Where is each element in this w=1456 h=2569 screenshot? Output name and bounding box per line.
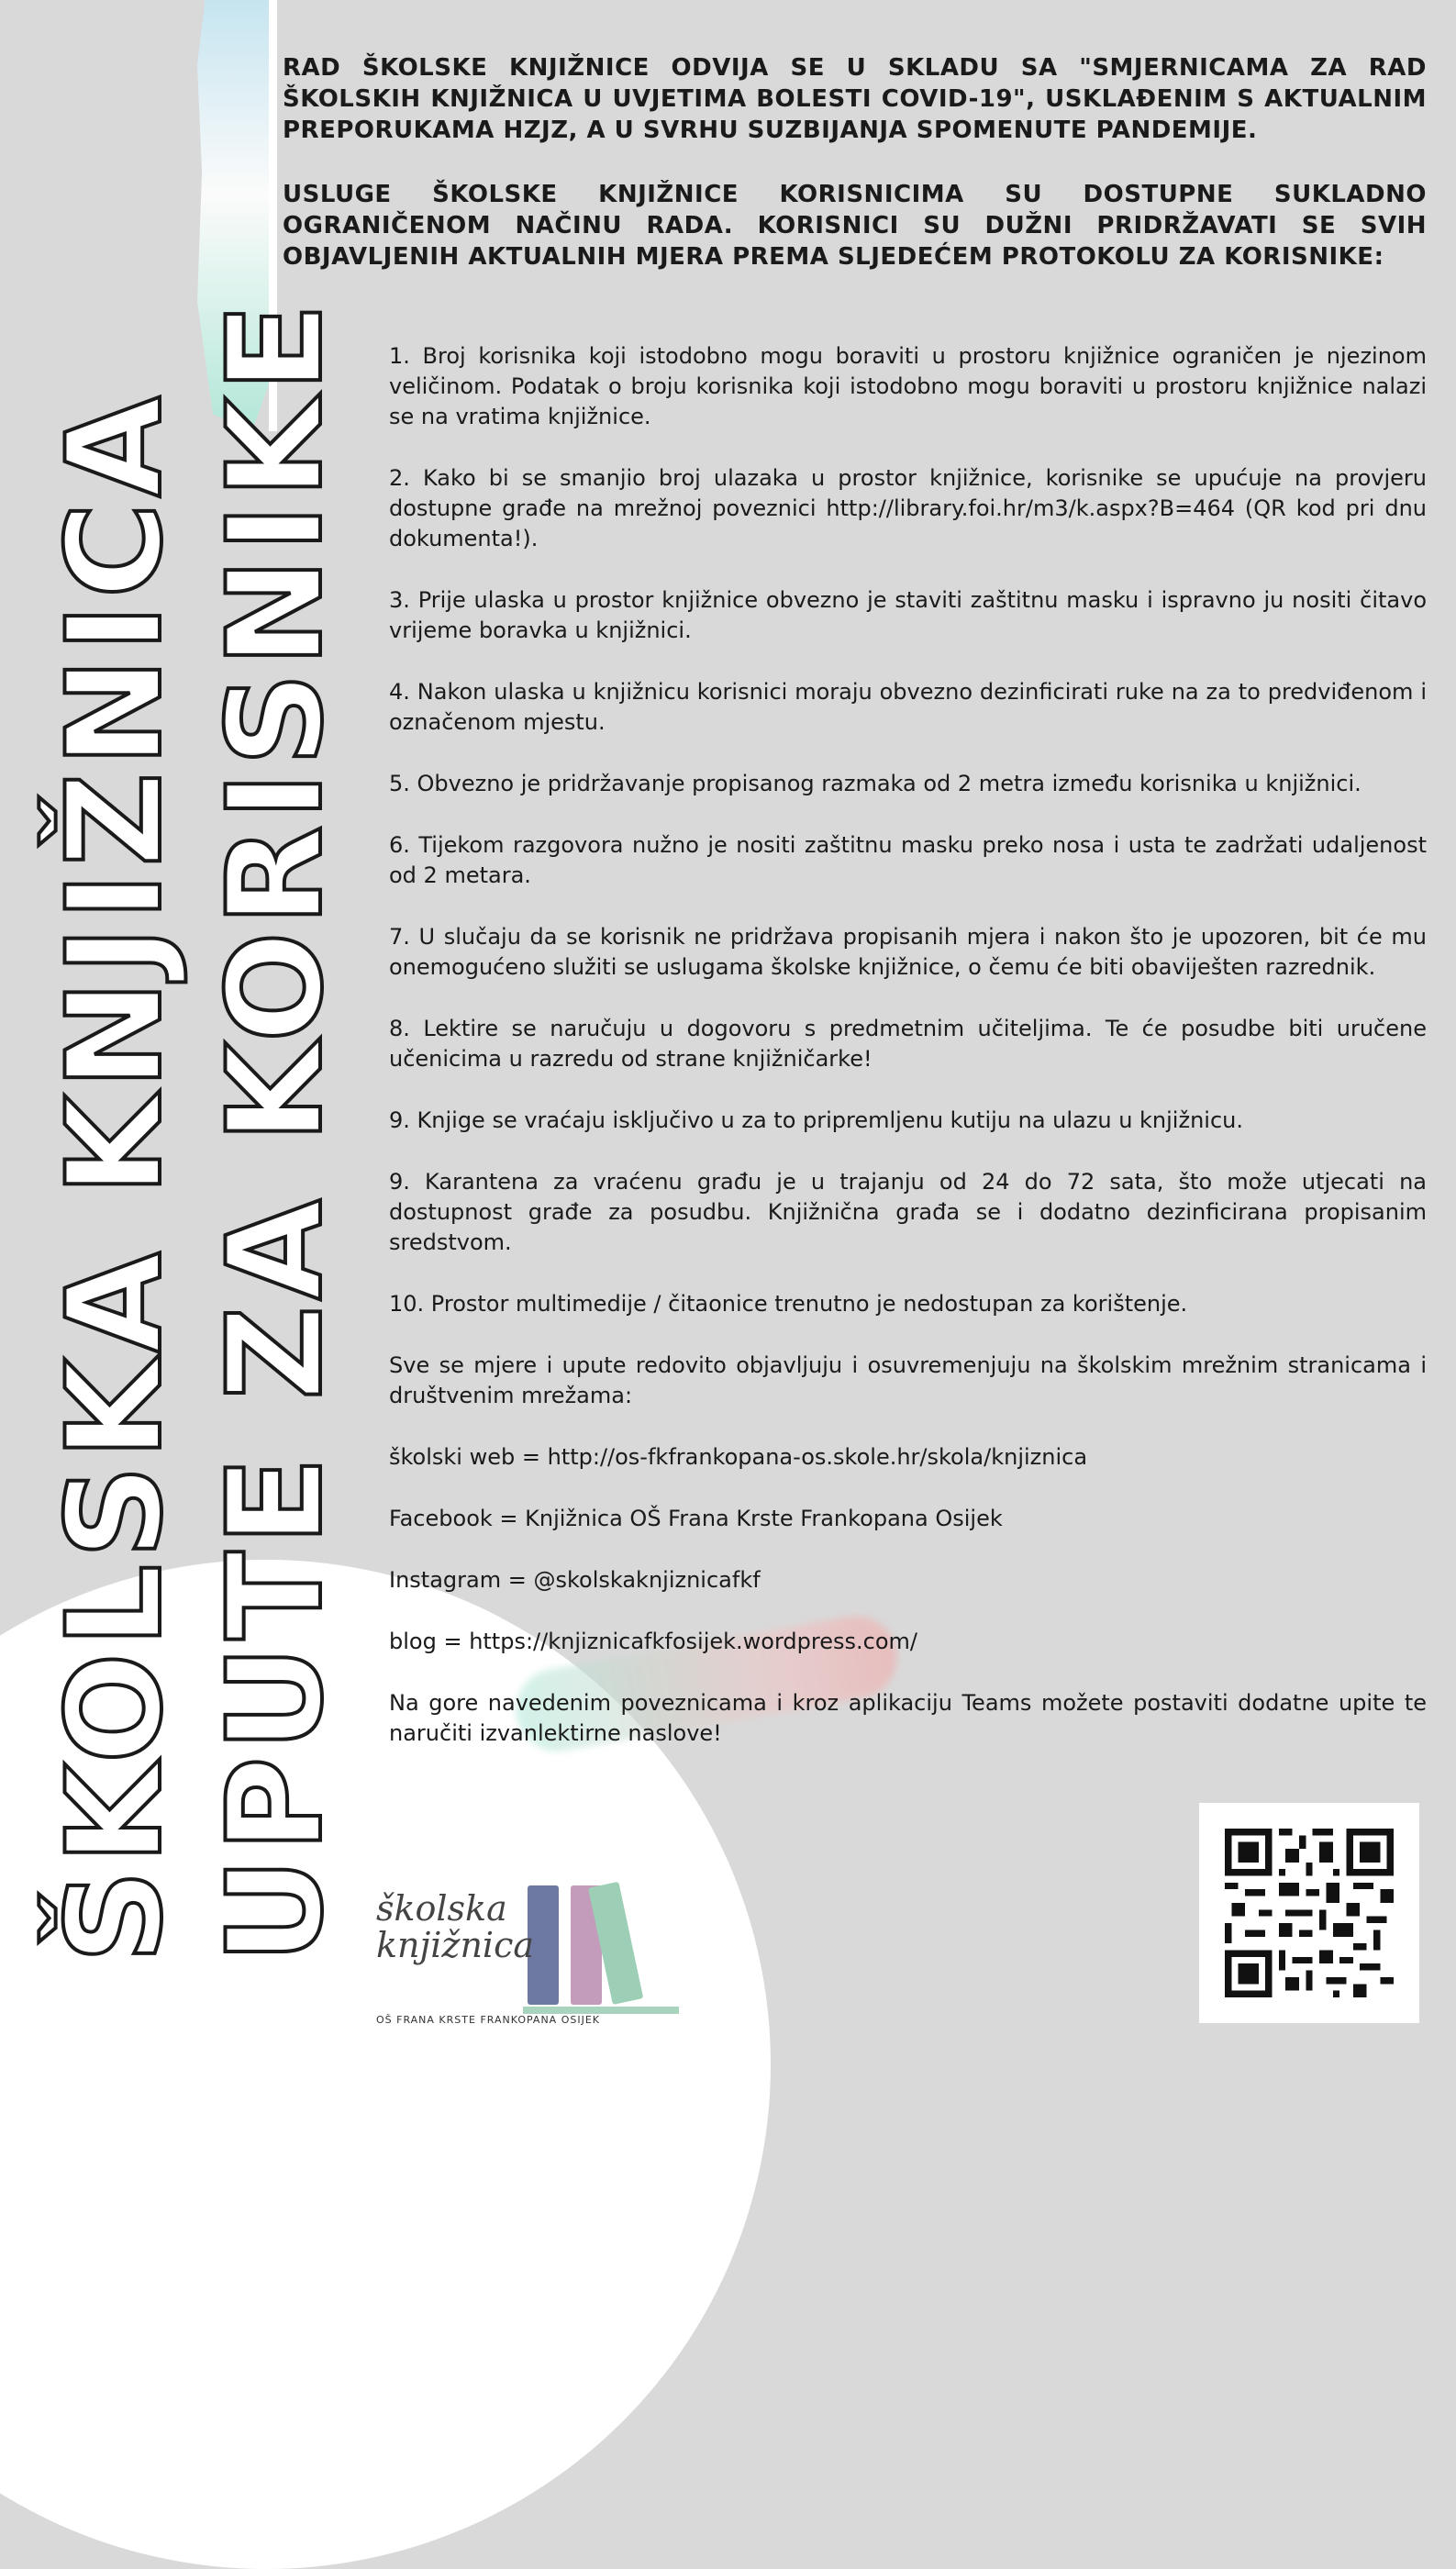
rule-item: 2. Kako bi se smanjio broj ulazaka u prostor knjižnice, korisnike se upućuje na provjeru dostupne građe na mrežnoj poveznici http://library.foi.hr/m3/k.aspx?B=464 (QR kod pri dnu dokumenta!). <box>389 465 1427 551</box>
rule-item: 3. Prije ulaska u prostor knjižnice obvezno je staviti zaštitnu masku i ispravno ju nositi čitavo vrijeme boravka u knjižnici. <box>389 587 1427 643</box>
logo-line-1: školska <box>376 1888 507 1929</box>
rule-item: 1. Broj korisnika koji istodobno mogu boraviti u prostoru knjižnice ograničen je njezinom veličinom. Podatak o broju korisnika koji istodobno mogu boraviti u prostoru knjižnice nalazi se na vratima knjižnice. <box>389 343 1427 429</box>
intro-paragraph: USLUGE ŠKOLSKE KNJIŽNICE KORISNICIMA SU DOSTUPNE SUKLADNO OGRANIČENOM NAČINU RADA. KORISNICI SU DUŽNI PRIDRŽAVATI SE SVIH OBJAVLJENIH AKTUALNIH MJERA PREMA SLJEDEĆEM PROTOKOLU ZA KORISNIKE: <box>283 181 1427 271</box>
rule-item: 6. Tijekom razgovora nužno je nositi zaštitnu masku preko nosa i usta te zadržati udaljenost od 2 metara. <box>389 832 1427 888</box>
library-logo <box>367 1876 688 2026</box>
rule-item: 9. Knjige se vraćaju isključivo u za to pripremljenu kutiju na ulazu u knjižnicu. <box>389 1107 1243 1133</box>
facebook-link[interactable]: Facebook = Knjižnica OŠ Frana Krste Frankopana Osijek <box>389 1506 1003 1531</box>
vertical-title-library: ŠKOLSKA KNJIŽNICA <box>39 390 191 1963</box>
instagram-link[interactable]: Instagram = @skolskaknjiznicafkf <box>389 1567 761 1593</box>
logo-line-2: knjižnica <box>376 1925 535 1965</box>
school-web-link[interactable]: školski web = http://os-fkfrankopana-os.skole.hr/skola/knjiznica <box>389 1444 1088 1470</box>
rule-item: 4. Nakon ulaska u knjižnicu korisnici moraju obvezno dezinficirati ruke na za to predviđenom i označenom mjestu. <box>389 679 1427 735</box>
qr-code-icon <box>1225 1829 1394 1997</box>
rule-item: 8. Lektire se naručuju u dogovoru s predmetnim učiteljima. Te će posudbe biti uručene učenicima u razredu od strane knjižničarke! <box>389 1016 1427 1072</box>
rule-item: 5. Obvezno je pridržavanje propisanog razmaka od 2 metra između korisnika u knjižnici. <box>389 771 1362 796</box>
rule-item: 7. U slučaju da se korisnik ne pridržava propisanih mjera i nakon što je upozoren, bit će mu onemogućeno služiti se uslugama školske knjižnice, o čemu će biti obaviješten razrednik. <box>389 924 1427 980</box>
qr-code[interactable] <box>1199 1803 1419 2023</box>
rule-item: 9. Karantena za vraćenu građu je u trajanju od 24 do 72 sata, što može utjecati na dostupnost građe za posudbu. Knjižnična građa se i dodatno dezinficirana propisanim sredstvom. <box>389 1169 1427 1255</box>
blog-link[interactable]: blog = https://knjiznicafkfosijek.wordpress.com/ <box>389 1629 917 1654</box>
closing-paragraph: Na gore navedenim poveznicama i kroz aplikaciju Teams možete postaviti dodatne upite te naručiti izvanlektirne naslove! <box>389 1690 1427 1746</box>
vertical-title-instructions: UPUTE ZA KORISNIKE <box>200 297 351 1963</box>
logo-wordmark <box>376 1890 534 1963</box>
intro-section <box>283 52 1427 306</box>
logo-shelf <box>523 2007 679 2014</box>
info-paragraph: Sve se mjere i upute redovito objavljuju i osuvremenjuju na školskim mrežnim stranicama i društvenim mrežama: <box>389 1352 1427 1408</box>
rules-list <box>389 341 1427 1780</box>
rule-item: 10. Prostor multimedije / čitaonice trenutno je nedostupan za korištenje. <box>389 1291 1188 1317</box>
intro-paragraph: RAD ŠKOLSKE KNJIŽNICE ODVIJA SE U SKLADU SA "SMJERNICAMA ZA RAD ŠKOLSKIH KNJIŽNICA U UVJETIMA BOLESTI COVID-19", USKLAĐENIM S AKTUALNIM PREPORUKAMA HZJZ, A U SVRHU SUZBIJANJA SPOMENUTE PANDEMIJE. <box>283 54 1427 144</box>
logo-subtitle: OŠ FRANA KRSTE FRANKOPANA OSIJEK <box>376 2014 600 2026</box>
